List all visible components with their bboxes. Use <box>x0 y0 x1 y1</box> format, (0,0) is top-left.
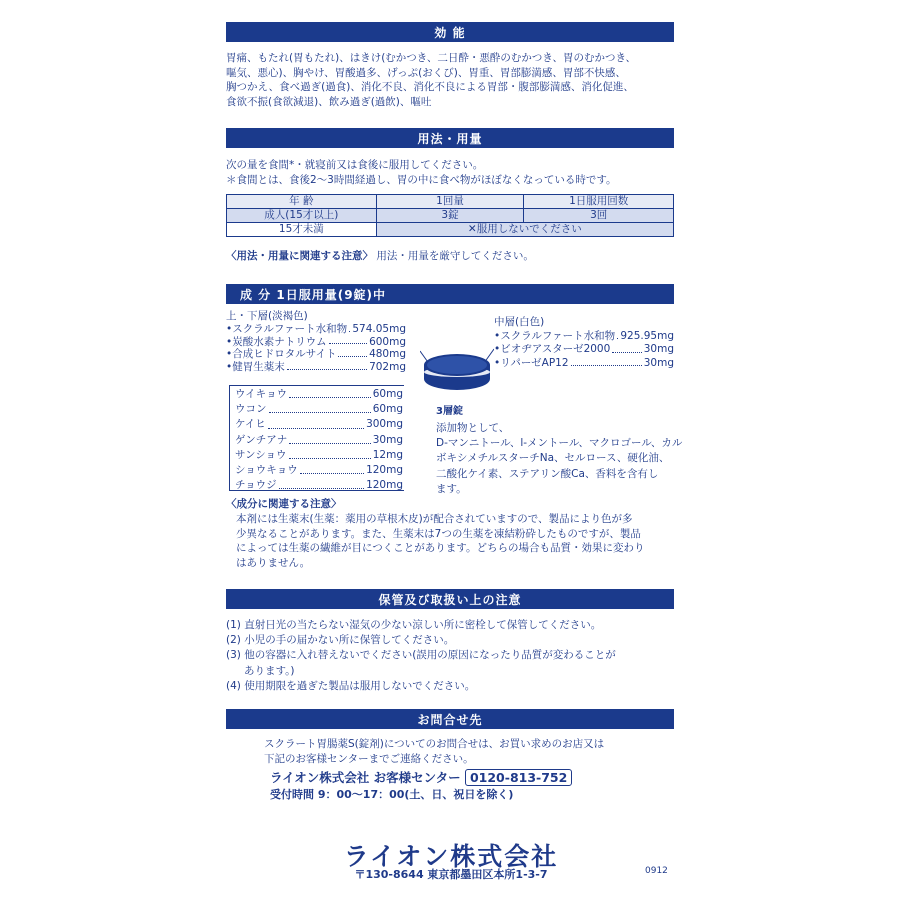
outer-layer-block <box>226 310 406 374</box>
dot-leader <box>289 387 371 398</box>
storage-line: (4) 使用期限を過ぎた製品は服用しないでください。 <box>226 679 476 692</box>
effects-header: 効 能 <box>226 22 674 42</box>
outer-layer-title: 上・下層(淡褐色) <box>226 310 308 322</box>
effects-line: 胸つかえ、食べ過ぎ(過食)、消化不良、消化不良による胃部・腹部膨満感、消化促進、 <box>226 81 634 94</box>
ingredients-note-line: はありません。 <box>236 556 311 569</box>
middle-layer-block <box>494 316 674 370</box>
contact-header: お問合せ先 <box>226 709 674 729</box>
storage-line: (2) 小児の手の届かない所に保管してください。 <box>226 634 455 647</box>
effects-line: 胃痛、もたれ(胃もたれ)、はきけ(むかつき、二日酔・悪酔のむかつき、胃のむかつき、 <box>226 52 637 64</box>
ingredient-name: •ビオヂアスターゼ2000 <box>494 343 611 355</box>
ingredient-amount: 574.05mg <box>352 322 406 335</box>
ingredient-row <box>226 336 406 349</box>
dot-leader <box>617 330 618 340</box>
herb-row <box>235 417 403 432</box>
ingredient-row <box>226 323 406 336</box>
tablet-top-highlight <box>427 356 487 374</box>
additives-line: 二酸化ケイ素、ステアリン酸Ca、香料を含有し <box>436 467 659 480</box>
table-header-cell: 年 齢 <box>227 195 377 209</box>
storage-line: あります。) <box>244 664 295 677</box>
middle-layer-title: 中層(白色) <box>494 316 545 328</box>
ingredient-name: •スクラルファート水和物 <box>226 322 348 335</box>
additives-text <box>436 421 683 497</box>
table-cell: 3錠 <box>376 209 524 223</box>
tablet-label: 3層錠 <box>436 406 463 417</box>
ingredient-row <box>226 361 406 374</box>
dosage-header: 用法・用量 <box>226 128 674 148</box>
herb-row <box>235 402 403 417</box>
ingredients-header: 成 分 1日服用量(9錠)中 <box>226 284 674 304</box>
storage-header: 保管及び取扱い上の注意 <box>226 589 674 609</box>
contact-line: スクラート胃腸薬S(錠剤)についてのお問合せは、お買い求めのお店又は <box>264 738 605 750</box>
herb-amount: 300mg <box>366 418 403 431</box>
company-center: ライオン株式会社 お客様センター <box>270 770 461 785</box>
dosage-intro-line: 次の量を食間*・就寝前又は食後に服用してください。 <box>226 159 484 171</box>
herb-name: ウイキョウ <box>235 388 288 400</box>
ingredient-name: •スクラルファート水和物 <box>494 329 616 342</box>
table-cell: 成人(15才以上) <box>227 209 377 223</box>
ingredient-amount: 925.95mg <box>620 329 674 342</box>
additives-line: ボキシメチルスターチNa、セルロース、硬化油、 <box>436 452 670 465</box>
herb-amount: 120mg <box>366 464 403 477</box>
effects-text <box>226 51 636 109</box>
ingredients-note-label: 〈成分に関連する注意〉 <box>226 498 342 510</box>
contact-text <box>264 737 604 766</box>
table-row <box>227 209 674 223</box>
dot-leader <box>329 336 367 345</box>
herb-name: チョウジ <box>235 479 277 492</box>
contact-line: 下記のお客様センターまでご連絡ください。 <box>264 752 474 765</box>
storage-line: (1) 直射日光の当たらない湿気の少ない涼しい所に密栓して保管してください。 <box>226 619 602 631</box>
dosage-footnote: ＊食間とは、食後2〜3時間経過し、胃の中に食べ物がほぼなくなっている時です。 <box>226 173 617 186</box>
herb-list <box>235 387 403 493</box>
ingredients-note-line: 少異なることがあります。また、生薬末は7つの生薬を凍結粉砕したものですが、製品 <box>236 527 641 540</box>
dosage-note-text: 用法・用量を厳守してください。 <box>376 250 534 262</box>
ingredients-note-line: によっては生薬の繊維が目につくことがあります。どちらの場合も品質・効果に変わり <box>236 542 645 555</box>
dot-leader <box>338 348 367 357</box>
dot-leader <box>289 448 371 459</box>
herb-row <box>235 433 403 448</box>
company-logo: ライオン株式会社 <box>343 842 559 871</box>
herb-name: ウコン <box>235 403 267 416</box>
ingredient-name: •リパーゼAP12 <box>494 356 569 369</box>
herb-name: サンショウ <box>235 448 287 461</box>
ingredients-note <box>236 512 644 570</box>
additives-line: ます。 <box>436 482 467 495</box>
effects-line: 嘔気、悪心)、胸やけ、胃酸過多、げっぷ(おくび)、胃重、胃部膨満感、胃部不快感、 <box>226 66 626 79</box>
dot-leader <box>287 361 367 370</box>
dosage-table <box>226 194 674 237</box>
ingredient-name: •健胃生薬末 <box>226 361 285 374</box>
ingredient-amount: 480mg <box>369 348 406 361</box>
dot-leader <box>289 433 370 444</box>
dot-leader <box>612 343 641 353</box>
herb-row <box>235 448 403 463</box>
ingredient-name: •炭酸水素ナトリウム <box>226 335 327 348</box>
contact-center <box>270 769 572 786</box>
herb-amount: 120mg <box>366 479 403 492</box>
dot-leader <box>279 478 364 489</box>
ingredient-amount: 600mg <box>369 335 406 348</box>
herb-row <box>235 387 403 402</box>
phone-number[interactable]: 0120-813-752 <box>465 769 572 786</box>
ingredients-note-line: 本剤には生薬末(生薬：薬用の草根木皮)が配合されていますので、製品により色が多 <box>236 513 633 525</box>
ingredient-amount: 30mg <box>643 356 674 369</box>
dosage-note <box>226 249 534 264</box>
table-header-cell: 1回量 <box>376 195 524 209</box>
table-row <box>227 223 674 237</box>
herb-amount: 30mg <box>372 433 403 446</box>
additives-line: D-マンニトール、l-メントール、マクロゴール、カル <box>436 437 683 450</box>
table-header-cell: 1日服用回数 <box>524 195 674 209</box>
table-cell: 3回 <box>524 209 674 223</box>
ingredient-name: •合成ヒドロタルサイト <box>226 348 337 361</box>
ingredient-row <box>494 357 674 371</box>
contact-hours: 受付時間 9：00〜17：00(土、日、祝日を除く) <box>270 788 514 801</box>
storage-line: (3) 他の容器に入れ替えないでください(誤用の原因になったり品質が変わることが <box>226 649 616 662</box>
ingredient-amount: 30mg <box>643 343 674 355</box>
herb-row <box>235 478 403 493</box>
additives-line: 添加物として、 <box>436 422 510 434</box>
ingredient-row <box>226 348 406 361</box>
dot-leader <box>300 463 364 474</box>
herb-amount: 60mg <box>372 403 403 416</box>
dot-leader <box>269 402 371 413</box>
herb-amount: 12mg <box>372 448 403 461</box>
herb-name: ゲンチアナ <box>235 433 288 446</box>
herb-amount: 60mg <box>372 388 403 400</box>
ingredient-row <box>494 330 674 344</box>
ingredient-amount: 702mg <box>369 361 406 374</box>
dot-leader <box>268 417 364 428</box>
table-cell: 15才未満 <box>227 223 377 237</box>
table-cell: ✕服用しないでください <box>376 223 673 237</box>
dot-leader <box>571 357 642 367</box>
dosage-intro <box>226 158 617 187</box>
storage-text <box>226 618 616 694</box>
company-address: 〒130-8644 東京都墨田区本所1-3-7 <box>354 868 548 881</box>
herb-name: ケイヒ <box>235 418 266 431</box>
dosage-note-label: 〈用法・用量に関連する注意〉 <box>226 250 373 262</box>
herb-name: ショウキョウ <box>235 464 298 477</box>
document-code: 0912 <box>645 866 668 876</box>
dot-leader <box>349 323 350 332</box>
table-header-row <box>227 195 674 209</box>
effects-line: 食欲不振(食欲減退)、飲み過ぎ(過飲)、嘔吐 <box>226 95 432 108</box>
herb-row <box>235 463 403 478</box>
three-layer-tablet-icon <box>420 343 494 395</box>
ingredient-row <box>494 343 674 357</box>
